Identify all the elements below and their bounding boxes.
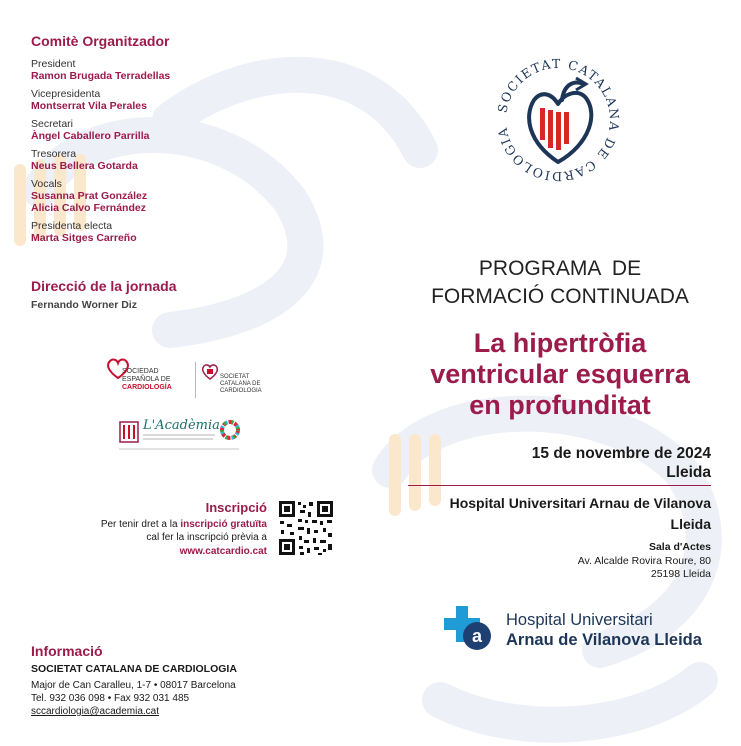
logo-divider: [195, 362, 196, 398]
info-org: SOCIETAT CATALANA DE CARDIOLOGIA: [31, 663, 237, 675]
member-name: Marta Sitges Carreño: [31, 232, 137, 244]
event-city: Lleida: [666, 464, 711, 481]
member-name: Neus Bellera Gotarda: [31, 160, 138, 172]
member-name: Ramon Brugada Terradellas: [31, 70, 171, 82]
member-role: Vocals: [31, 178, 62, 190]
direction-title: Direcció de la jornada: [31, 278, 177, 294]
course-title-line2: ventricular esquerra: [430, 359, 690, 389]
scc-emblem-icon: [488, 50, 628, 190]
hospital-name-line1: Hospital Universitari: [506, 611, 653, 629]
scc-small-line3: CARDIOLOGIA: [220, 388, 262, 394]
venue-street: Av. Alcalde Rovira Roure, 80: [577, 554, 711, 567]
event-date: 15 de novembre de 2024: [531, 445, 711, 462]
committee-member: [31, 88, 291, 112]
member-role: Tresorera: [31, 148, 77, 160]
program-line2: FORMACIÓ CONTINUADA: [431, 285, 689, 308]
member-role: Presidenta electa: [31, 220, 113, 232]
info-email[interactable]: sccardiologia@academia.cat: [31, 706, 159, 717]
program-heading: [390, 255, 730, 311]
committee-list: [31, 58, 291, 244]
committee-member: [31, 178, 291, 214]
member-role: President: [31, 58, 76, 70]
registration-line2: cal fer la inscripció prèvia a: [146, 532, 267, 543]
info-phone: Tel. 932 036 098 • Fax 932 031 485: [31, 693, 190, 704]
hospital-name-line2: Arnau de Vilanova Lleida: [506, 631, 702, 649]
scc-small-line1: SOCIETAT: [220, 374, 250, 380]
registration-pretext: Per tenir dret a la: [100, 519, 181, 530]
course-title-line1: La hipertròfia: [473, 328, 647, 358]
venue-postcode: 25198 Lleida: [650, 568, 711, 580]
member-role: Vicepresidenta: [31, 88, 101, 100]
venue-name: Hospital Universitari Arnau de Vilanova: [449, 495, 711, 511]
member-name: Susanna Prat González: [31, 190, 148, 202]
venue-block: [395, 493, 711, 535]
qr-code-icon: [278, 500, 334, 556]
committee-member: [31, 220, 291, 244]
program-line1: PROGRAMA DE: [478, 257, 642, 280]
committee-title: Comitè Organitzador: [31, 33, 170, 49]
info-title: Informació: [31, 643, 103, 659]
address-block: [480, 541, 711, 582]
committee-member: [31, 148, 291, 172]
divider-line: [408, 485, 711, 486]
registration-highlight: inscripció gratuïta: [180, 519, 267, 530]
sec-line3: CARDIOLOGÍA: [122, 384, 172, 391]
academia-subtext-line: [143, 438, 213, 440]
sec-logo: [106, 356, 266, 402]
scc-main-logo: [488, 50, 628, 190]
scc-ring-text: SOCIETAT CATALANA DE CARDIOLOGIA: [494, 55, 623, 185]
scc-small-line2: CATALANA DE: [220, 381, 261, 387]
registration-url[interactable]: www.catcardio.cat: [179, 546, 267, 557]
scc-small-heart-icon: [201, 364, 219, 380]
academia-logo: [119, 417, 244, 453]
academia-shield-icon: [119, 421, 139, 443]
member-name: Montserrat Vila Perales: [31, 100, 147, 112]
course-title-line3: en profunditat: [469, 390, 651, 420]
member-name: Àngel Caballero Parrilla: [31, 130, 150, 142]
svg-text:a: a: [471, 626, 483, 646]
venue-room: Sala d'Actes: [648, 541, 711, 553]
academia-caption-line: [119, 448, 239, 450]
hospital-cross-icon: [444, 604, 496, 654]
registration-title: Inscripció: [205, 500, 267, 515]
info-address: Major de Can Caralleu, 1-7 • 08017 Barcelona: [31, 680, 236, 691]
event-date-block: [400, 444, 711, 482]
sec-line1: SOCIEDAD: [122, 368, 159, 375]
member-name: Alicia Calvo Fernández: [31, 202, 146, 214]
academia-subtext-line: [143, 434, 215, 436]
sdg-wheel-icon: [220, 420, 240, 440]
committee-member: [31, 58, 291, 82]
committee-member: [31, 118, 291, 142]
sec-line2: ESPAÑOLA DE: [122, 376, 171, 383]
direction-name: Fernando Worner Diz: [31, 299, 137, 311]
member-role: Secretari: [31, 118, 74, 130]
registration-line1: [30, 519, 267, 531]
academia-name: L'Acadèmia: [143, 418, 220, 433]
course-title: [390, 328, 730, 421]
venue-city: Lleida: [670, 516, 711, 532]
hospital-logo: [444, 604, 724, 656]
